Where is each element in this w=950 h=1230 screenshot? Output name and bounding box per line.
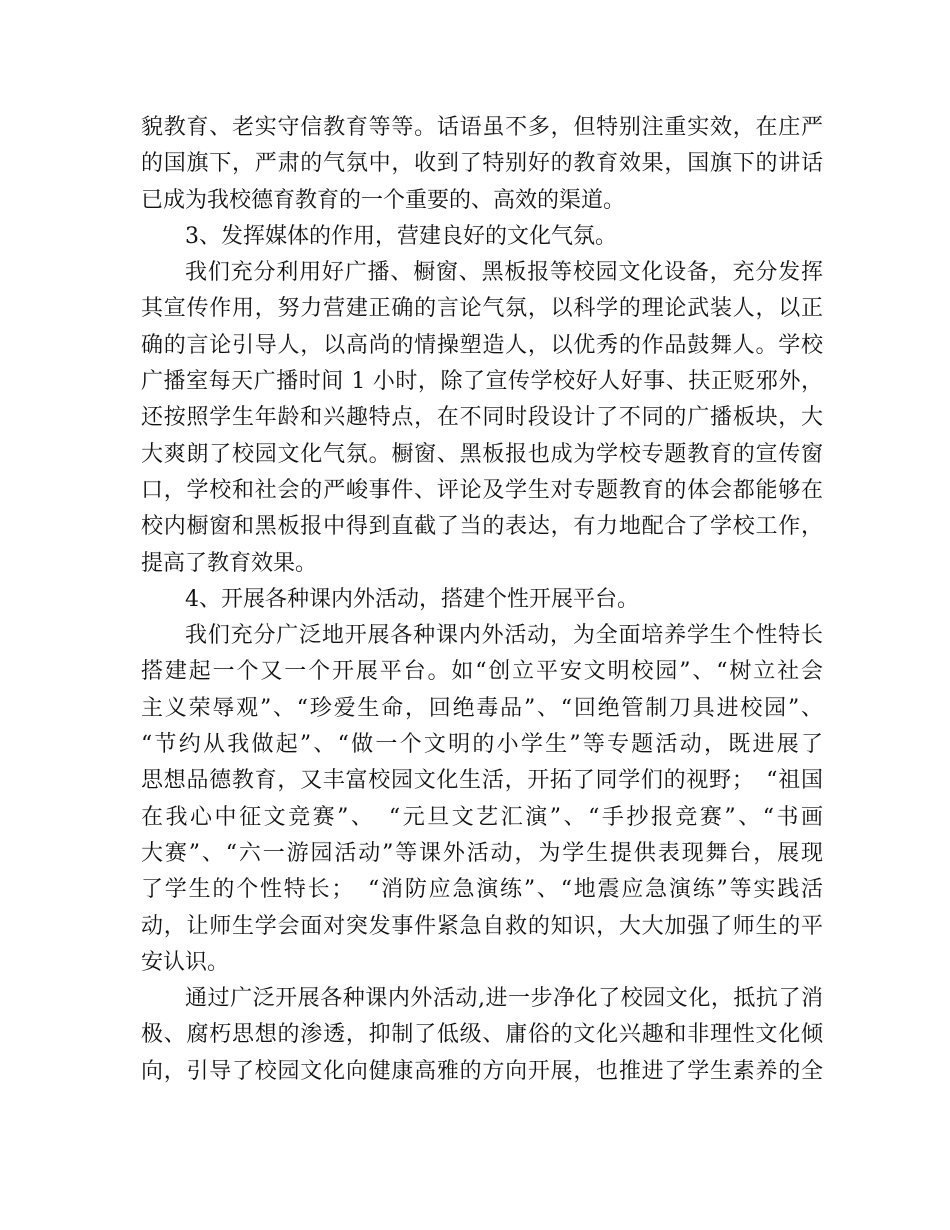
text-line: 提高了教育效果。 [141,550,318,576]
text-line: 广播室每天广播时间 1 小时，除了宣传学校好人好事、扶正贬邪外， [141,369,823,395]
text-line: 的国旗下，严肃的气氛中，收到了特别好的教育效果，国旗下的讲话 [141,151,823,177]
text-line: 其宣传作用，努力营建正确的言论气氛，以科学的理论武装人，以正 [141,296,823,322]
text-line: “节约从我做起”、“做一个文明的小学生”等专题活动，既进展了 [141,732,823,758]
text-line: 安认识。 [141,949,230,975]
text-line: 我们充分广泛地开展各种课内外活动，为全面培养学生个性特长 [185,623,823,649]
text-line: 搭建起一个又一个开展平台。如“创立平安文明校园”、“树立社会 [141,659,823,685]
text-line: 思想品德教育，又丰富校园文化生活，开拓了同学们的视野； “祖国 [141,768,823,794]
text-line: 确的言论引导人，以高尚的情操塑造人，以优秀的作品鼓舞人。学校 [141,332,823,358]
text-line: 口，学校和社会的严峻事件、评论及学生对专题教育的体会都能够在 [141,477,823,503]
text-line: 已成为我校德育教育的一个重要的、高效的渠道。 [141,187,626,213]
text-line: 3、发挥媒体的作用，营建良好的文化气氛。 [185,223,617,249]
text-line: 大爽朗了校园文化气氛。橱窗、黑板报也成为学校专题教育的宣传窗 [141,441,823,467]
text-line: 在我心中征文竞赛”、 “元旦文艺汇演”、“手抄报竞赛”、“书画 [141,804,823,830]
text-line: 主义荣辱观”、“珍爱生命，回绝毒品”、“回绝管制刀具进校园”、 [141,695,823,721]
text-line: 通过广泛开展各种课内外活动,进一步净化了校园文化，抵抗了消 [185,986,823,1012]
text-line: 了学生的个性特长； “消防应急演练”、“地震应急演练”等实践活 [141,877,823,903]
text-line: 动，让师生学会面对突发事件紧急自救的知识，大大加强了师生的平 [141,913,823,939]
text-line: 大赛”、“六一游园活动”等课外活动，为学生提供表现舞台，展现 [141,840,823,866]
text-line: 极、腐朽思想的渗透，抑制了低级、庸俗的文化兴趣和非理性文化倾 [141,1022,823,1048]
text-line: 貌教育、老实守信教育等等。话语虽不多，但特别注重实效，在庄严 [141,115,823,140]
text-line: 向，引导了校园文化向健康高雅的方向开展，也推进了学生素养的全 [141,1058,823,1084]
text-line: 校内橱窗和黑板报中得到直截了当的表达，有力地配合了学校工作， [141,514,823,540]
text-line: 4、开展各种课内外活动，搭建个性开展平台。 [185,586,639,612]
document-page [141,110,823,1090]
text-line: 还按照学生年龄和兴趣特点，在不同时段设计了不同的广播板块，大 [141,405,823,431]
text-line: 我们充分利用好广播、橱窗、黑板报等校园文化设备，充分发挥 [185,260,823,286]
